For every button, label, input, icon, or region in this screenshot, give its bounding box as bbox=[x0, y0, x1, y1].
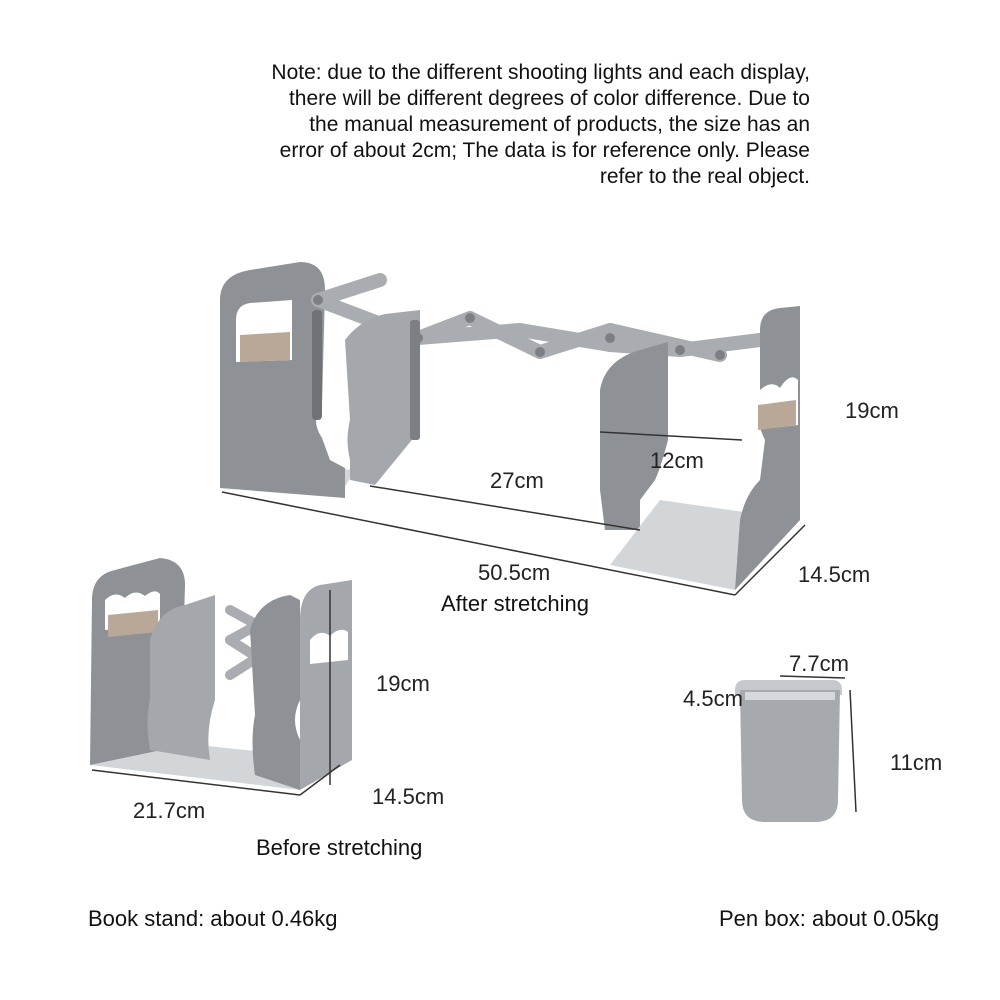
pen-box-height-label: 11cm bbox=[890, 750, 943, 775]
after-gap-label: 27cm bbox=[490, 468, 544, 493]
compact-right-divider bbox=[250, 595, 300, 790]
note-line: the manual measurement of products, the size has an bbox=[309, 113, 810, 136]
stretched-book-stand bbox=[220, 262, 805, 595]
note-line: there will be different degrees of color difference. Due to bbox=[288, 87, 810, 110]
before-depth-label: 14.5cm bbox=[372, 784, 445, 809]
pen-box bbox=[735, 676, 856, 822]
compact-right-bookend bbox=[300, 580, 352, 790]
after-stretching-caption: After stretching bbox=[441, 591, 589, 616]
middle-divider-left bbox=[345, 310, 420, 485]
compact-book-stand bbox=[90, 558, 352, 795]
note-line: Note: due to the different shooting lights and each display, bbox=[271, 61, 810, 84]
after-height-label: 19cm bbox=[845, 398, 899, 423]
after-length-label: 50.5cm bbox=[478, 560, 551, 585]
pen-box-width-label: 7.7cm bbox=[789, 651, 849, 676]
pen-box-depth-label: 4.5cm bbox=[683, 686, 743, 711]
note-line: error of about 2cm; The data is for reference only. Please bbox=[279, 139, 810, 162]
pen-box-weight: Pen box: about 0.05kg bbox=[719, 906, 940, 931]
note-line: refer to the real object. bbox=[599, 165, 810, 188]
before-height-label: 19cm bbox=[376, 671, 430, 696]
before-stretching-caption: Before stretching bbox=[256, 835, 423, 860]
after-inner-depth-label: 12cm bbox=[650, 448, 704, 473]
after-depth-label: 14.5cm bbox=[798, 562, 871, 587]
book-stand-weight: Book stand: about 0.46kg bbox=[88, 906, 338, 931]
before-length-label: 21.7cm bbox=[133, 798, 206, 823]
